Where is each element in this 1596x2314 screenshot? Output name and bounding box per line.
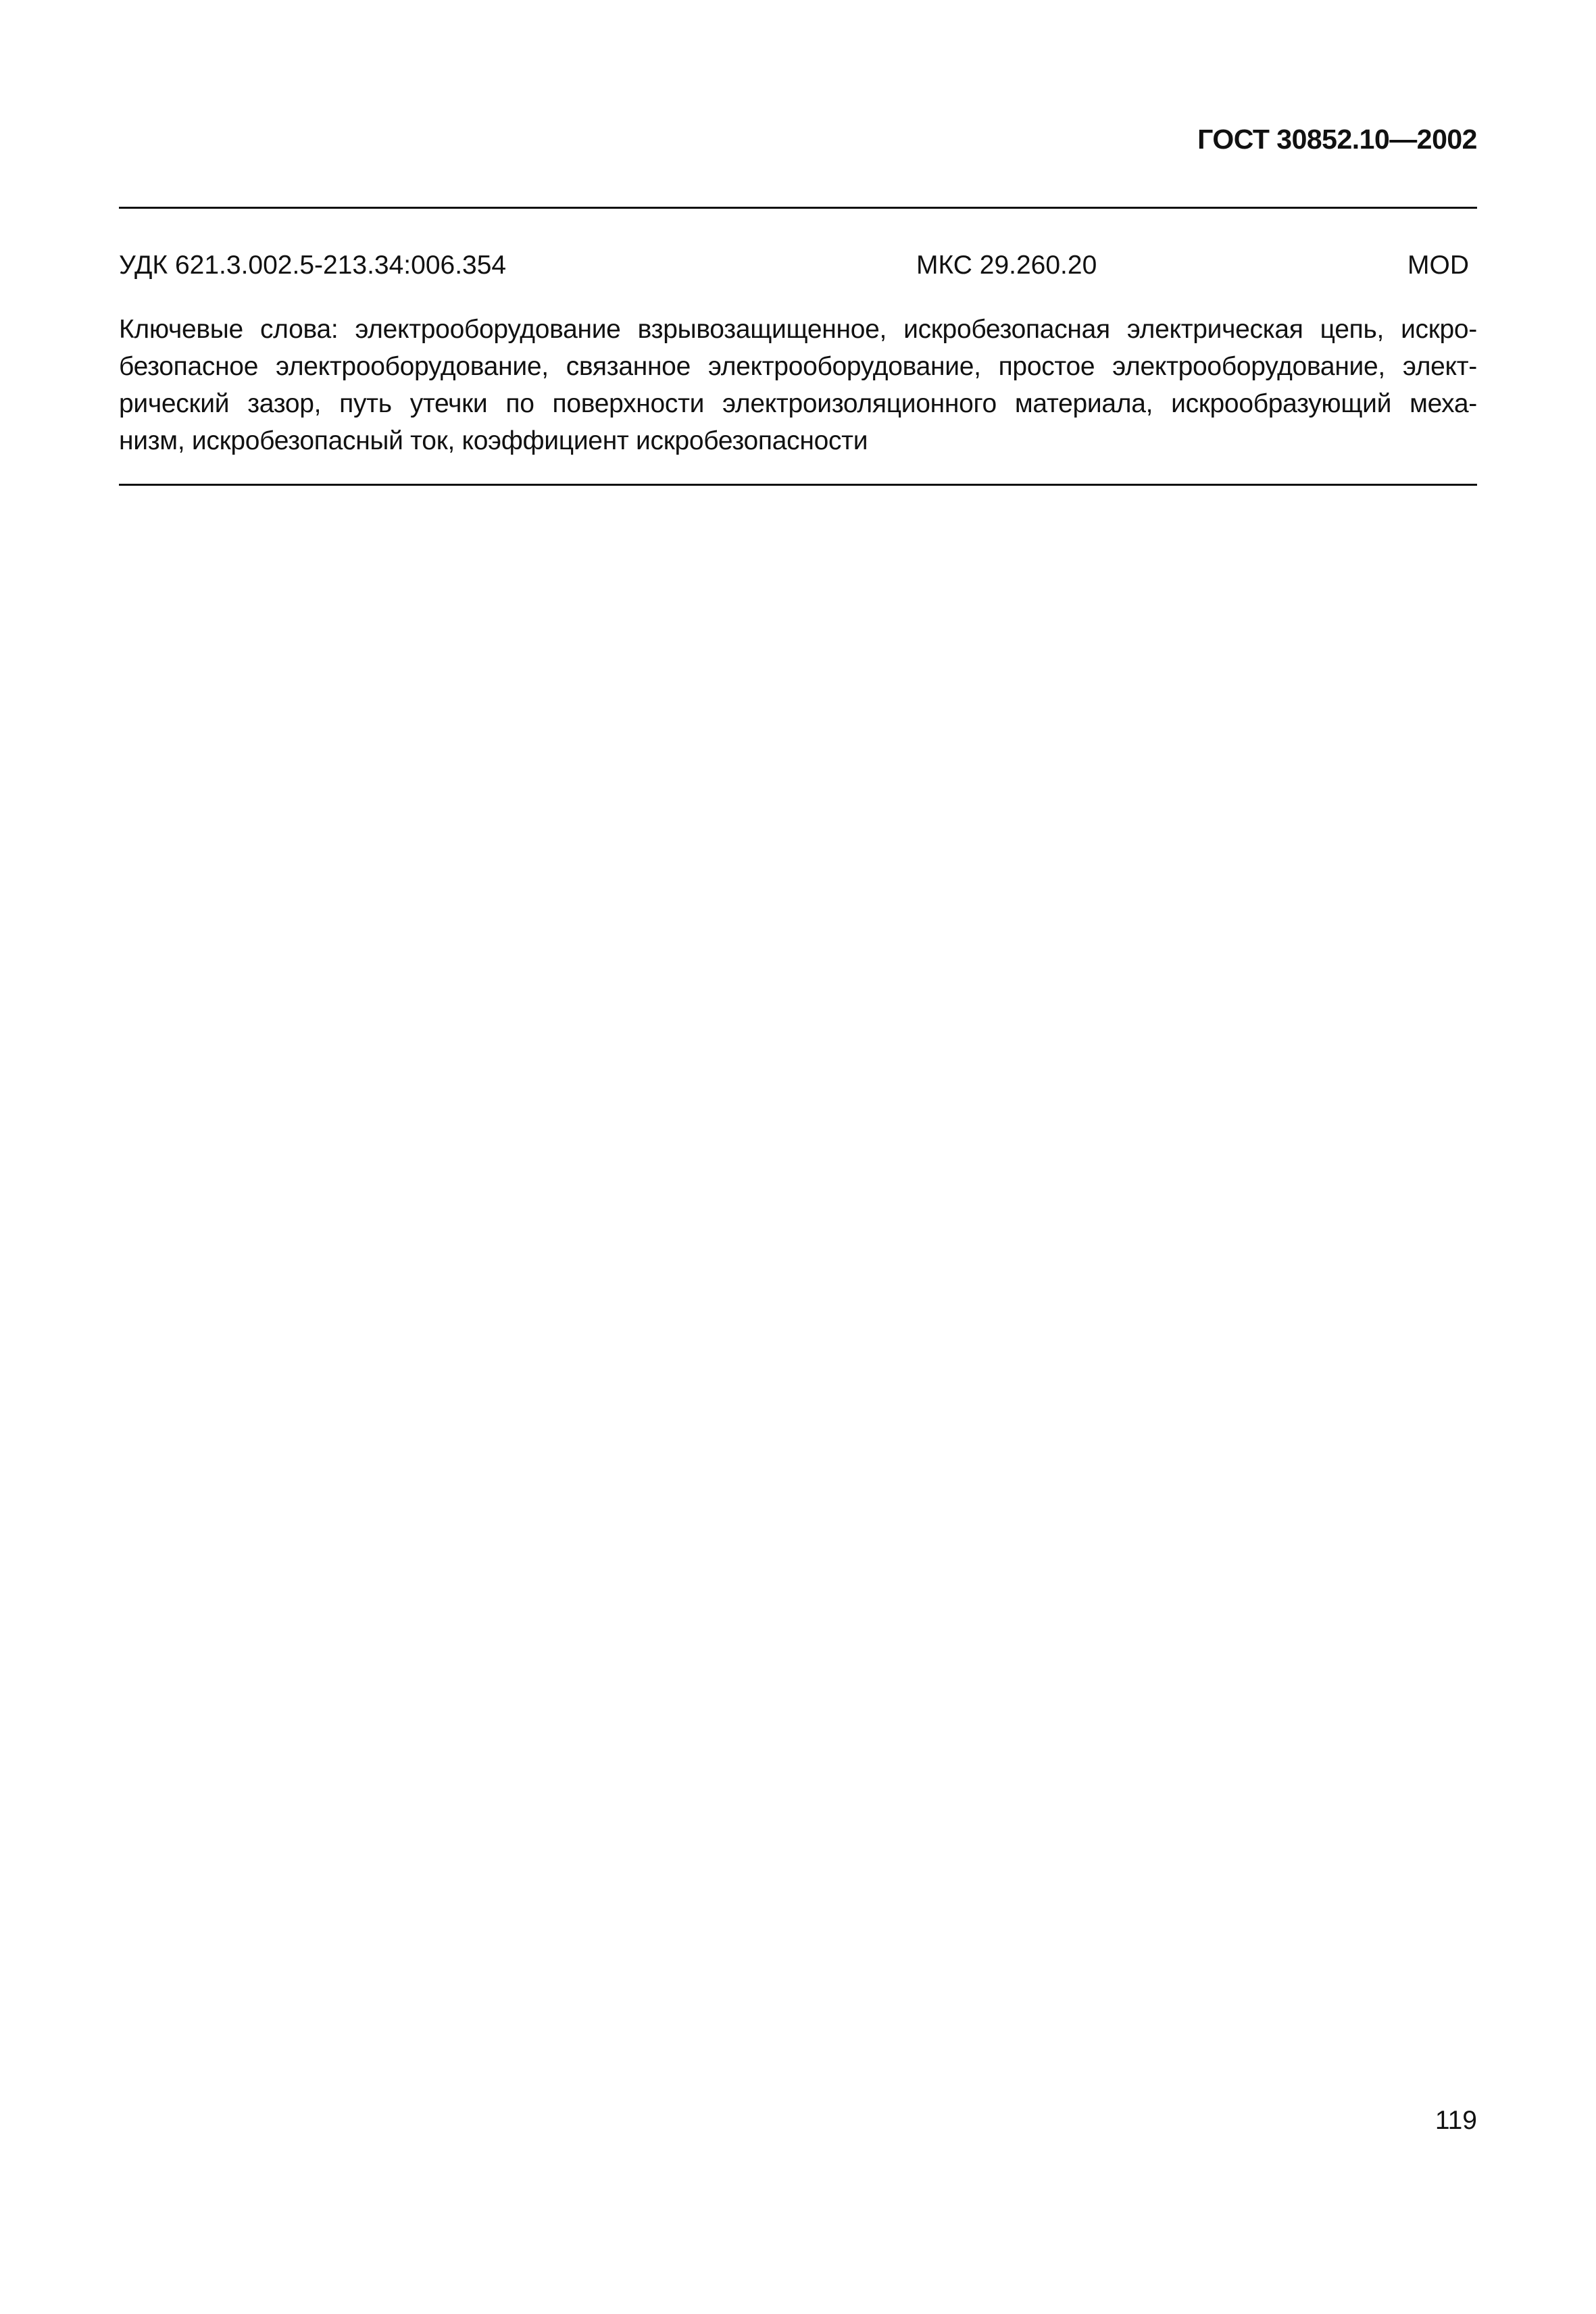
keywords-line: рический зазор, путь утечки по поверхности электроизоляционного материала, искрообразующий меха- bbox=[119, 389, 1477, 418]
top-divider bbox=[119, 207, 1477, 209]
mod-label: MOD bbox=[1407, 251, 1469, 280]
udk-code: УДК 621.3.002.5-213.34:006.354 bbox=[119, 251, 507, 280]
keywords-line: низм, искробезопасный ток, коэффициент искробезопасности bbox=[119, 426, 868, 455]
page-number: 119 bbox=[1435, 2106, 1477, 2135]
mks-code: МКС 29.260.20 bbox=[916, 251, 1097, 280]
document-code: ГОСТ 30852.10—2002 bbox=[1197, 124, 1477, 155]
keywords-block bbox=[119, 311, 1477, 459]
keywords-line: безопасное электрооборудование, связанное электрооборудование, простое электрооборудование, элект- bbox=[119, 352, 1477, 381]
classification-row bbox=[119, 251, 1477, 284]
bottom-divider bbox=[119, 484, 1477, 486]
keywords-line: Ключевые слова: электрооборудование взрывозащищенное, искробезопасная электрическая цепь, искро- bbox=[119, 315, 1477, 344]
